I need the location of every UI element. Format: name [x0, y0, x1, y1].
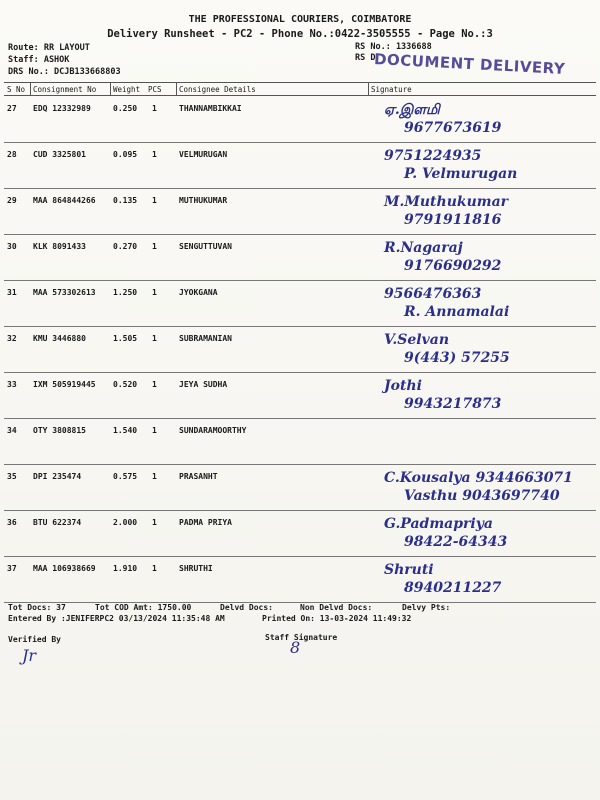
signature-line-1: C.Kousalya 9344663071 [384, 470, 573, 486]
row-consignee: THANNAMBIKKAI [179, 104, 242, 113]
col-pcs: PCS [148, 85, 162, 94]
route-label: Route: RR LAYOUT [8, 43, 90, 53]
row-consignee: PADMA PRIYA [179, 518, 232, 527]
company-title: THE PROFESSIONAL COURIERS, COIMBATORE [188, 14, 412, 25]
row-weight: 1.910 [113, 564, 138, 573]
row-pcs: 1 [152, 426, 157, 435]
runsheet-subtitle: Delivery Runsheet - PC2 - Phone No.:0422-3505555 - Page No.:3 [107, 28, 493, 40]
document-delivery-stamp: DOCUMENT DELIVERY [373, 50, 566, 78]
table-row [4, 234, 596, 281]
signature-line-2: Vasthu 9043697740 [404, 488, 560, 504]
row-consignee: VELMURUGAN [179, 150, 228, 159]
row-consignment-no: IXM 505919445 [33, 380, 96, 389]
staff-signature-label: Staff Signature [265, 633, 338, 642]
signature-line-1: 9751224935 [384, 148, 482, 164]
row-consignee: SUNDARAMOORTHY [179, 426, 247, 435]
signature-line-1: M.Muthukumar [384, 194, 509, 210]
row-sno: 27 [7, 104, 17, 113]
rs-number: RS No.: 1336688 [355, 42, 432, 52]
signature-line-1: R.Nagaraj [384, 240, 463, 256]
signature-line-1: 9566476363 [384, 286, 482, 302]
row-sno: 35 [7, 472, 17, 481]
signature-line-2: 9943217873 [404, 396, 502, 412]
total-cod-amount: Tot COD Amt: 1750.00 [95, 603, 192, 612]
row-consignee: SUBRAMANIAN [179, 334, 232, 343]
row-pcs: 1 [152, 150, 157, 159]
row-sno: 34 [7, 426, 17, 435]
row-weight: 0.520 [113, 380, 138, 389]
row-consignment-no: KMU 3446880 [33, 334, 86, 343]
delivered-docs: Delvd Docs: [220, 603, 273, 612]
signature-line-1: ஏ.இளமி [384, 102, 440, 118]
col-consignment: Consignment No [33, 85, 97, 94]
signature-line-2: 9677673619 [404, 120, 502, 136]
delivery-points: Delvy Pts: [402, 603, 451, 612]
row-pcs: 1 [152, 334, 157, 343]
row-consignment-no: MAA 573302613 [33, 288, 96, 297]
row-consignee: SENGUTTUVAN [179, 242, 232, 251]
signature-line-2: 9(443) 57255 [404, 350, 510, 366]
verifier-signature-scribble: Jr [22, 646, 37, 665]
row-consignee: PRASANHT [179, 472, 218, 481]
table-row [4, 96, 596, 143]
row-consignment-no: MAA 864844266 [33, 196, 96, 205]
table-row [4, 326, 596, 373]
col-sno: S No [7, 85, 26, 94]
row-consignment-no: BTU 622374 [33, 518, 82, 527]
row-consignment-no: OTY 3808815 [33, 426, 86, 435]
row-weight: 0.135 [113, 196, 138, 205]
col-weight: Weight [113, 85, 141, 94]
row-sno: 32 [7, 334, 17, 343]
row-consignment-no: MAA 106938669 [33, 564, 96, 573]
table-row [4, 556, 596, 603]
row-weight: 1.505 [113, 334, 138, 343]
row-pcs: 1 [152, 472, 157, 481]
staff-signature-scribble: 8 [290, 638, 301, 657]
verified-by-label: Verified By [8, 635, 61, 644]
table-row [4, 188, 596, 235]
row-consignment-no: DPI 235474 [33, 472, 82, 481]
row-consignee: JEYA SUDHA [179, 380, 228, 389]
row-sno: 36 [7, 518, 17, 527]
row-weight: 1.250 [113, 288, 138, 297]
table-row [4, 142, 596, 189]
row-sno: 30 [7, 242, 17, 251]
row-consignee: SHRUTHI [179, 564, 213, 573]
row-weight: 0.095 [113, 150, 138, 159]
row-weight: 2.000 [113, 518, 138, 527]
row-weight: 1.540 [113, 426, 138, 435]
row-sno: 37 [7, 564, 17, 573]
signature-line-1: Jothi [384, 378, 422, 394]
row-pcs: 1 [152, 288, 157, 297]
signature-line-2: 9176690292 [404, 258, 502, 274]
row-pcs: 1 [152, 518, 157, 527]
row-weight: 0.270 [113, 242, 138, 251]
col-consignee: Consignee Details [179, 85, 256, 94]
table-row [4, 418, 596, 465]
row-weight: 0.250 [113, 104, 138, 113]
table-header [4, 83, 596, 96]
signature-line-2: R. Annamalai [404, 304, 510, 320]
row-sno: 31 [7, 288, 17, 297]
total-docs: Tot Docs: 37 [8, 603, 66, 612]
row-weight: 0.575 [113, 472, 138, 481]
signature-line-2: 98422-64343 [404, 534, 508, 550]
row-pcs: 1 [152, 242, 157, 251]
row-consignment-no: KLK 8091433 [33, 242, 86, 251]
table-row [4, 464, 596, 511]
row-pcs: 1 [152, 564, 157, 573]
row-pcs: 1 [152, 196, 157, 205]
col-signature: Signature [371, 85, 412, 94]
table-row [4, 510, 596, 557]
signature-line-2: P. Velmurugan [404, 166, 518, 182]
row-sno: 33 [7, 380, 17, 389]
row-sno: 29 [7, 196, 17, 205]
table-row [4, 372, 596, 419]
signature-line-2: 8940211227 [404, 580, 502, 596]
signature-line-1: Shruti [384, 562, 434, 578]
rs-date: RS D [355, 53, 376, 63]
row-consignee: MUTHUKUMAR [179, 196, 228, 205]
non-delivered-docs: Non Delvd Docs: [300, 603, 373, 612]
row-sno: 28 [7, 150, 17, 159]
printed-on: Printed On: 13-03-2024 11:49:32 [262, 614, 412, 623]
signature-line-1: G.Padmapriya [384, 516, 493, 532]
delivery-table [4, 82, 596, 600]
row-consignment-no: CUD 3325801 [33, 150, 86, 159]
staff-label: Staff: ASHOK [8, 55, 70, 65]
row-pcs: 1 [152, 380, 157, 389]
drs-number: DRS No.: DCJB133668803 [8, 67, 121, 77]
row-consignee: JYOKGANA [179, 288, 218, 297]
row-pcs: 1 [152, 104, 157, 113]
signature-line-1: V.Selvan [384, 332, 450, 348]
entered-by: Entered By :JENIFERPC2 03/13/2024 11:35:48 AM [8, 614, 225, 623]
signature-line-2: 9791911816 [404, 212, 502, 228]
row-consignment-no: EDQ 12332989 [33, 104, 91, 113]
table-row [4, 280, 596, 327]
